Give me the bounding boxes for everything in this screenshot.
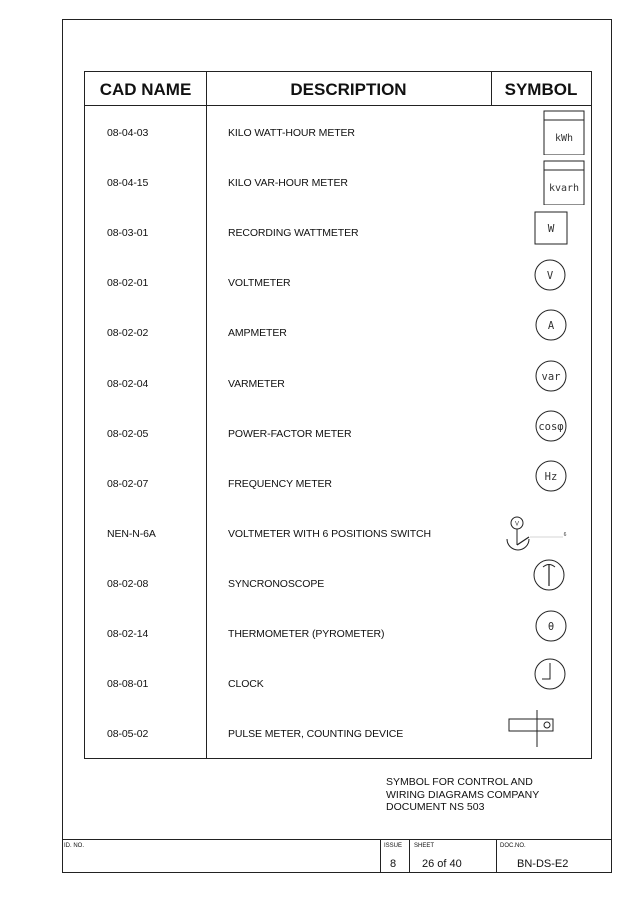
- meter-circle-symbol: [505, 357, 591, 406]
- description-cell: VOLTMETER: [228, 277, 291, 290]
- title-divider-2: [409, 840, 410, 873]
- cad-name-cell: 08-02-02: [107, 327, 149, 340]
- table-row: [85, 507, 591, 557]
- meter-unit-label: kvarh: [548, 183, 580, 195]
- table-row: [85, 457, 591, 507]
- table-row: [85, 256, 591, 306]
- table-row: [85, 156, 591, 206]
- voltmeter-small-label: V: [514, 521, 520, 528]
- meter-circle-symbol: [505, 407, 591, 456]
- footnote-line-3: DOCUMENT NS 503: [386, 801, 485, 813]
- pulse-meter-dot-icon: [544, 722, 550, 728]
- meter-unit-label: cosφ: [538, 420, 564, 433]
- meter-unit-label: var: [541, 370, 561, 383]
- cad-name-cell: 08-04-03: [107, 127, 149, 139]
- footnote-line-1: SYMBOL FOR CONTROL AND: [386, 776, 533, 788]
- switch-position-label: 6: [563, 531, 567, 538]
- cad-name-cell: 08-02-05: [107, 427, 149, 440]
- voltmeter-switch-symbol: [505, 507, 591, 556]
- description-cell: KILO VAR-HOUR METER: [228, 177, 348, 190]
- clock-hands-icon: [542, 663, 550, 679]
- table-row: [85, 407, 591, 457]
- cad-name-cell: 08-02-04: [107, 377, 149, 390]
- column-divider-2: [491, 72, 492, 106]
- description-cell: THERMOMETER (PYROMETER): [228, 628, 385, 640]
- issue-value: 8: [390, 858, 397, 870]
- description-cell: RECORDING WATTMETER: [228, 227, 359, 240]
- cad-name-cell: 08-02-08: [107, 577, 149, 590]
- header-cad-name: CAD NAME: [99, 80, 192, 99]
- clock-symbol: [505, 657, 591, 706]
- table-row: [85, 357, 591, 407]
- table-row: [85, 557, 591, 607]
- description-cell: CLOCK: [228, 678, 264, 691]
- table-row: [85, 707, 591, 757]
- cad-name-cell: NEN-N-6A: [107, 527, 156, 540]
- doc-no-label: DOC.NO.: [500, 843, 526, 849]
- id-no-label: ID. NO.: [64, 843, 85, 849]
- cad-name-cell: 08-08-01: [107, 678, 149, 691]
- title-divider-3: [496, 840, 497, 873]
- meter-unit-label: A: [547, 320, 555, 333]
- kwh-meter-symbol: [505, 106, 591, 155]
- meter-unit-label: W: [547, 222, 555, 236]
- cad-name-cell: 08-03-01: [107, 227, 149, 240]
- issue-label: ISSUE: [384, 843, 403, 849]
- description-cell: PULSE METER, COUNTING DEVICE: [228, 728, 404, 741]
- doc-no-value: BN-DS-E2: [517, 858, 569, 870]
- meter-unit-label: V: [546, 270, 554, 283]
- sheet-label: SHEET: [414, 843, 435, 849]
- meter-unit-label: Hz: [544, 470, 558, 483]
- meter-circle-symbol: [505, 457, 591, 506]
- description-cell: AMPMETER: [228, 327, 287, 340]
- table-row: [85, 657, 591, 707]
- kvarh-meter-symbol: [505, 156, 591, 205]
- table-row: [85, 206, 591, 256]
- header-description: DESCRIPTION: [290, 80, 407, 99]
- table-header: [85, 72, 591, 106]
- meter-circle-symbol: [505, 306, 591, 355]
- meter-circle-symbol: [505, 256, 591, 305]
- cad-name-cell: 08-02-07: [107, 477, 149, 490]
- description-cell: VARMETER: [228, 377, 285, 390]
- cad-name-cell: 08-04-15: [107, 177, 149, 190]
- footnote-line-2: WIRING DIAGRAMS COMPANY: [386, 788, 540, 801]
- description-cell: POWER-FACTOR METER: [228, 427, 352, 440]
- table-row: [85, 306, 591, 356]
- sheet-value: 26 of 40: [422, 858, 462, 870]
- description-cell: SYNCRONOSCOPE: [228, 577, 325, 590]
- meter-unit-label: kWh: [554, 133, 574, 144]
- table-row: [85, 106, 591, 156]
- header-symbol: SYMBOL: [504, 80, 578, 99]
- description-cell: VOLTMETER WITH 6 POSITIONS SWITCH: [228, 527, 432, 540]
- pulse-meter-box-icon: [509, 719, 553, 731]
- title-divider-1: [380, 840, 381, 873]
- description-cell: FREQUENCY METER: [228, 477, 332, 490]
- meter-unit-label: θ: [547, 621, 555, 633]
- cad-name-cell: 08-02-14: [107, 628, 149, 640]
- document-footnote: [386, 776, 539, 814]
- recording-wattmeter-symbol: [505, 206, 591, 255]
- description-cell: KILO WATT-HOUR METER: [228, 127, 355, 139]
- meter-circle-symbol: [505, 607, 591, 656]
- pulse-meter-symbol: [505, 707, 591, 756]
- symbol-table: [84, 71, 592, 759]
- cad-name-cell: 08-02-01: [107, 277, 149, 290]
- switch-arm-icon: [517, 537, 529, 545]
- table-row: [85, 607, 591, 657]
- title-block: [62, 839, 612, 873]
- cad-name-cell: 08-05-02: [107, 728, 149, 741]
- syncronoscope-symbol: [505, 557, 591, 606]
